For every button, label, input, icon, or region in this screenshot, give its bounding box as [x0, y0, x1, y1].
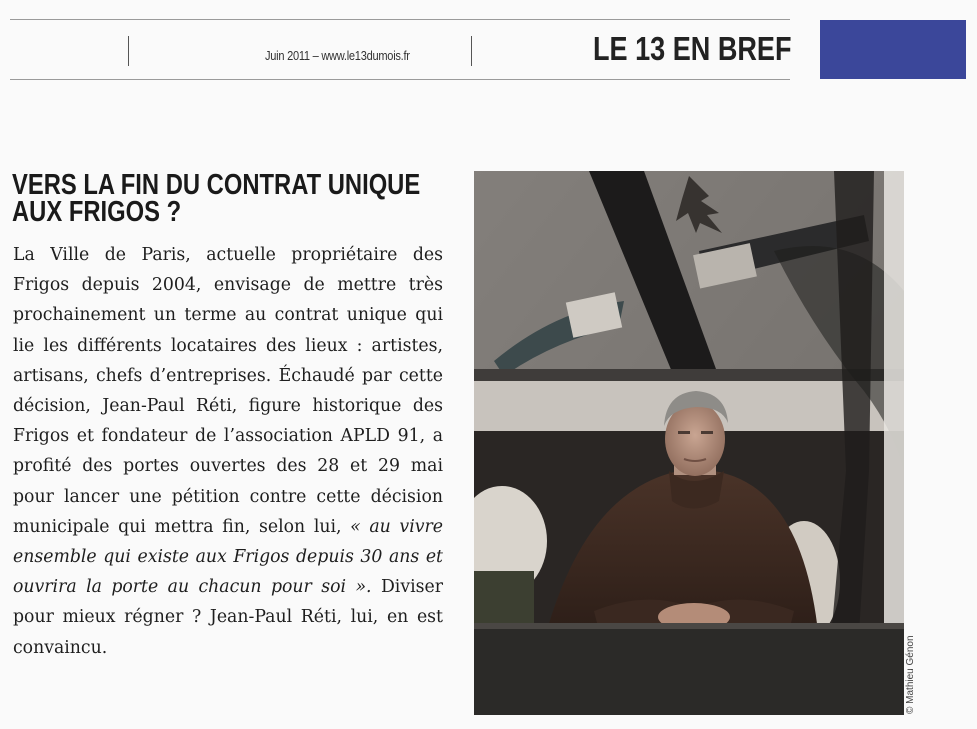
- header-bottom-rule: [10, 79, 790, 80]
- header-divider-left: [128, 36, 129, 66]
- portrait-photo: [474, 171, 904, 715]
- article-headline: [12, 169, 421, 228]
- article-body: [13, 240, 443, 663]
- headline-line-2: AUX FRIGOS ?: [12, 196, 182, 228]
- header-top-rule: [10, 19, 790, 20]
- header-divider-right: [471, 36, 472, 66]
- portrait-illustration: [474, 171, 904, 715]
- section-title: LE 13 EN BREF: [593, 30, 792, 67]
- photo-credit: © Mathieu Génon: [905, 635, 916, 714]
- issue-date-website: Juin 2011 – www.le13dumois.fr: [265, 48, 410, 63]
- article-body-part-2: Diviser pour mieux régner ? Jean-Paul Réti, lui, en est convaincu.: [13, 577, 443, 658]
- article-quote: « au vivre ensemble qui existe aux Frigos depuis 30 ans et ouvrira la porte au chacun pour soi ».: [13, 516, 443, 598]
- headline-line-1: VERS LA FIN DU CONTRAT UNIQUE: [12, 169, 421, 201]
- section-color-block: [820, 20, 966, 79]
- article-body-part-1: La Ville de Paris, actuelle propriétaire des Frigos depuis 2004, envisage de mettre très prochainement un terme au contrat unique qui lie les différents locataires des lieux : artistes, artisans, chefs d’entreprises. Échaudé par cette décision, Jean-Paul Réti, figure historique des Frigos et fondateur de l’association APLD 91, a profité des portes ouvertes des 28 et 29 mai pour lancer une pétition contre cette décision municipale qui mettra fin, selon lui,: [13, 245, 443, 537]
